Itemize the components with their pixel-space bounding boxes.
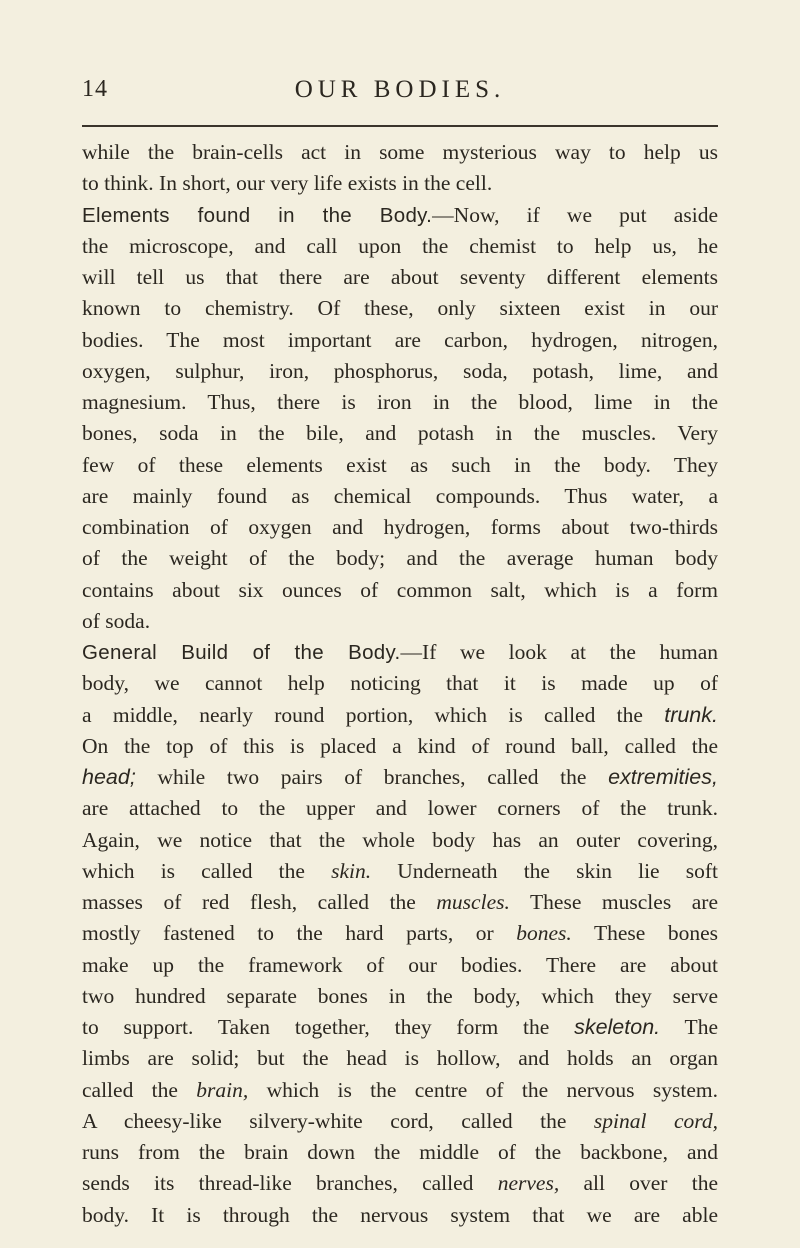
text-run: bodies. The most important are carbon, hydrogen, nitrogen, <box>82 327 718 352</box>
text-run: called the <box>82 1077 197 1102</box>
emphasized-term: extremities, <box>608 765 718 789</box>
text-line <box>82 1168 718 1199</box>
text-line <box>82 1200 718 1231</box>
text-run: few of these elements exist as such in the body. They <box>82 452 718 477</box>
section-heading: Elements found in the Body. <box>82 203 433 227</box>
text-line <box>82 1012 718 1043</box>
text-run: while the brain-cells act in some mysterious way to help us <box>82 140 718 164</box>
text-run: These muscles are <box>509 890 718 914</box>
emphasized-term: nerves, <box>497 1171 560 1196</box>
text-line <box>82 356 718 387</box>
text-run: two hundred separate bones in the body, which they serve <box>82 983 718 1008</box>
text-run: while two pairs of branches, called the <box>135 765 609 789</box>
text-run: bones, soda in the bile, and potash in the muscles. Very <box>82 421 718 446</box>
text-line <box>82 387 718 418</box>
text-line <box>82 137 718 168</box>
text-run: the microscope, and call upon the chemist to help us, he <box>82 233 718 258</box>
text-run: runs from the brain down the middle of the backbone, and <box>82 1140 718 1164</box>
text-run: sends its thread-like branches, called <box>82 1171 498 1196</box>
text-line <box>82 168 718 199</box>
text-line <box>82 200 718 231</box>
emphasized-term: skeleton. <box>574 1015 661 1039</box>
text-run: masses of red flesh, called the <box>82 890 437 914</box>
text-line <box>82 1106 718 1137</box>
text-run: limbs are solid; but the head is hollow, and holds an organ <box>82 1046 718 1071</box>
text-line <box>82 668 718 699</box>
text-line <box>82 825 718 856</box>
text-run: to support. Taken together, they form the <box>82 1015 575 1039</box>
text-line <box>82 762 718 793</box>
text-run: all over the <box>559 1171 718 1196</box>
text-line <box>82 1043 718 1074</box>
text-line <box>82 950 718 981</box>
text-run: of the weight of the body; and the average human body <box>82 546 718 571</box>
text-run: are attached to the upper and lower corners of the trunk. <box>82 796 718 821</box>
text-run: are mainly found as chemical compounds. Thus water, a <box>82 483 718 508</box>
text-line <box>82 918 718 949</box>
emphasized-term: bones. <box>516 921 572 946</box>
text-line <box>82 1075 718 1106</box>
text-run: to think. In short, our very life exists in the cell. <box>82 171 493 196</box>
header-rule <box>82 125 718 127</box>
text-line <box>82 293 718 324</box>
text-run: —Now, if we put aside <box>432 202 718 227</box>
text-line <box>82 637 718 668</box>
emphasized-term: brain, <box>196 1077 249 1102</box>
text-run: which is called the <box>82 858 332 883</box>
text-run: body. It is through the nervous system that we are able <box>82 1202 718 1227</box>
text-line <box>82 325 718 356</box>
text-line <box>82 1137 718 1168</box>
text-line <box>82 575 718 606</box>
text-line <box>82 856 718 887</box>
text-run: Underneath the skin lie soft <box>371 858 718 883</box>
text-run: The <box>660 1015 718 1039</box>
text-line <box>82 606 718 637</box>
emphasized-term: head; <box>82 765 136 789</box>
text-line <box>82 450 718 481</box>
text-run: will tell us that there are about seventy different elements <box>82 265 718 289</box>
section-heading: General Build of the Body. <box>82 641 401 664</box>
text-line <box>82 262 718 293</box>
text-line <box>82 512 718 543</box>
text-line <box>82 887 718 918</box>
text-run: magnesium. Thus, there is iron in the blood, lime in the <box>82 390 718 414</box>
text-line <box>82 231 718 262</box>
emphasized-term: spinal cord, <box>593 1108 718 1133</box>
text-run: —If we look at the human <box>400 640 718 664</box>
emphasized-term: trunk. <box>664 702 718 727</box>
text-line <box>82 700 718 731</box>
running-head: OUR BODIES. <box>294 76 506 103</box>
text-run: On the top of this is placed a kind of round ball, called the <box>82 733 718 758</box>
text-line <box>82 481 718 512</box>
text-run: of soda. <box>82 608 151 633</box>
text-line <box>82 418 718 449</box>
text-run: mostly fastened to the hard parts, or <box>82 921 517 946</box>
text-run: a middle, nearly round portion, which is called the <box>82 702 665 727</box>
page-header <box>82 76 718 112</box>
text-line <box>82 981 718 1012</box>
body-text <box>82 137 718 1231</box>
text-line <box>82 543 718 574</box>
text-run: oxygen, sulphur, iron, phosphorus, soda, potash, lime, and <box>82 358 718 383</box>
emphasized-term: skin. <box>331 858 372 883</box>
text-run: Again, we notice that the whole body has an outer covering, <box>82 827 718 852</box>
text-run: which is the centre of the nervous system. <box>248 1077 718 1102</box>
text-run: body, we cannot help noticing that it is made up of <box>82 671 718 696</box>
text-line <box>82 793 718 824</box>
text-run: make up the framework of our bodies. There are about <box>82 952 718 977</box>
text-run: contains about six ounces of common salt, which is a form <box>82 577 718 602</box>
text-run: These bones <box>571 921 719 946</box>
text-run: known to chemistry. Of these, only sixteen exist in our <box>82 296 718 321</box>
page-number: 14 <box>82 76 108 102</box>
emphasized-term: muscles. <box>436 890 510 914</box>
text-run: A cheesy-like silvery-white cord, called the <box>82 1108 594 1133</box>
text-line <box>82 731 718 762</box>
text-run: combination of oxygen and hydrogen, forms about two-thirds <box>82 515 718 539</box>
